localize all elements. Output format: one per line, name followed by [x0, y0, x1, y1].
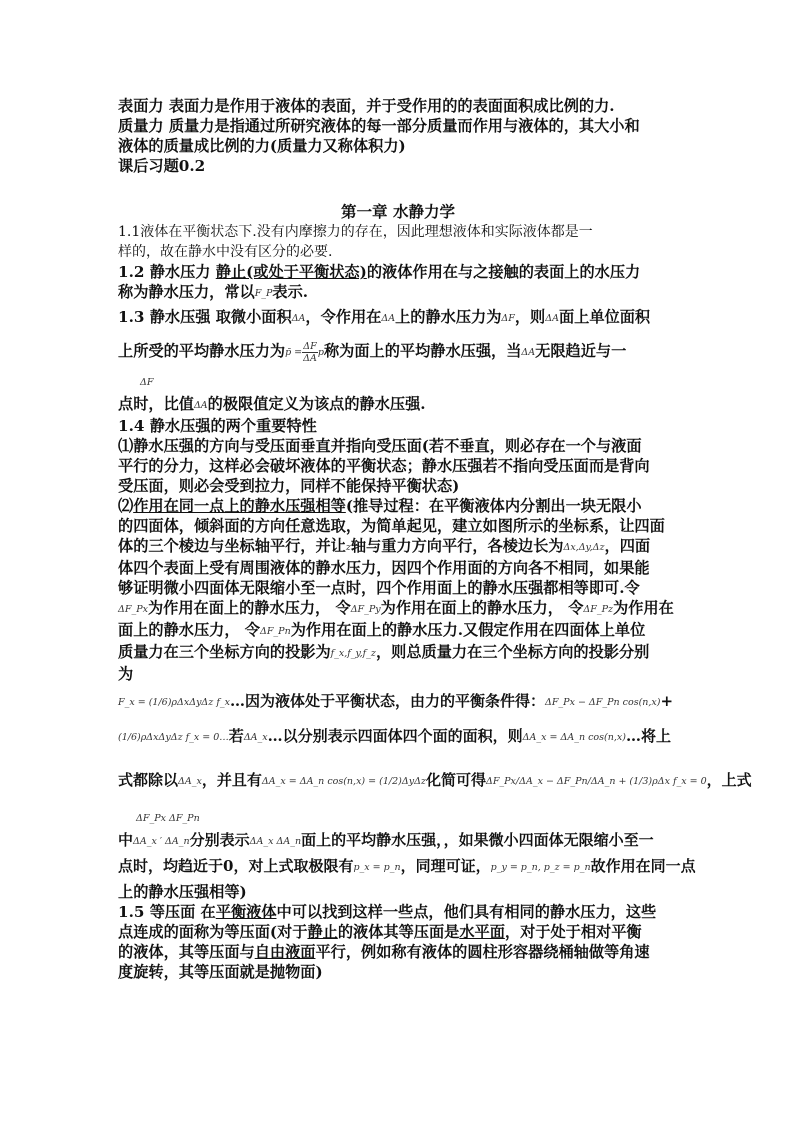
property-2-line-2: 的四面体，倾斜面的方向任意选取，为简单起见，建立如图所示的坐标系，让四面 — [118, 517, 665, 535]
equation-line-1: F_x = (1/6)ρΔxΔyΔz f_x…因为液体处于平衡状态，由力的平衡条件得：ΔF_Px − ΔF_Pn cos(n,x)+ — [118, 692, 674, 710]
property-1-line-2: 平行的分力，这样必会破坏液体的平衡状态；静水压强若不指向受压面而是背向 — [118, 457, 650, 475]
exercise-label: 课后习题0.2 — [118, 157, 206, 175]
section-1-1-line-2: 样的，故在静水中没有区分的必要. — [118, 244, 333, 260]
ratio-numerator: ΔF — [140, 377, 154, 388]
property-2-line-7: 面上的静水压力， 令ΔF_Pn为作用在面上的静水压力.又假定作用在四面体上单位 — [118, 621, 646, 639]
section-1-2-line-1: 1.2 静水压力 静止(或处于平衡状态)的液体作用在与之接触的表面上的水压力 — [118, 263, 641, 281]
property-2-line-6: ΔF_Px为作用在面上的静水压力， 令ΔF_Py为作用在面上的静水压力， 令ΔF_Pz为作用在 — [118, 599, 674, 617]
property-2-line-5: 够证明微小四面体无限缩小至一点时，四个作用面上的静水压强都相等即可.令 — [118, 579, 640, 597]
equation-line-5: 点时，均趋近于0，对上式取极限有p_x = p_n，同理可证，p_y = p_n, p_z = p_n故作用在同一点 — [118, 857, 696, 875]
property-2-line-9: 为 — [118, 665, 134, 683]
section-1-2-line-2: 称为静水压力，常以F_P表示. — [118, 283, 309, 301]
property-2-line-3: 体的三个棱边与坐标轴平行，并让z轴与重力方向平行，各棱边长为Δx,Δy,Δz，四面 — [118, 537, 651, 555]
surface-force-definition: 表面力 表面力是作用于液体的表面，并于受作用的的表面面积成比例的力. — [118, 97, 615, 115]
equation-conclusion: 上的静水压强相等) — [118, 883, 247, 901]
equation-line-4: 中ΔA_x ′ ΔA_n分别表示ΔA_x ΔA_n面上的平均静水压强，，如果微小四面体无限缩小至一 — [118, 831, 654, 849]
section-1-5-line-4: 度旋转，其等压面就是抛物面) — [118, 963, 323, 981]
mean-pressure-fraction: $\frac{\Delta F}{\Delta A}$ — [303, 340, 317, 364]
property-1-line-3: 受压面，则必会受到拉力，同样不能保持平衡状态) — [118, 477, 460, 495]
mass-force-definition-2: 液体的质量成比例的力(质量力又称体积力) — [118, 137, 406, 155]
property-2-line-4: 体四个表面上受有周围液体的静水压力，因四个作用面的方向各不相同，如果能 — [118, 559, 650, 577]
property-2-line-1: ⑵作用在同一点上的静水压强相等(推导过程：在平衡液体内分割出一块无限小 — [118, 497, 642, 515]
chapter-title: 第一章 水静力学 — [341, 202, 455, 221]
equation-line-3: 式都除以ΔA_x，并且有ΔA_x = ΔA_n cos(n,x) = (1/2)ΔyΔz化简可得ΔF_Px/ΔA_x − ΔF_Pn/ΔA_n + (1/3)ρΔx f_x = 0，上式 — [118, 771, 752, 789]
section-1-3-line-3: 点时，比值ΔA的极限值定义为该点的静水压强. — [118, 395, 426, 413]
mass-force-definition-1: 质量力 质量力是指通过所研究液体的每一部分质量而作用与液体的，其大小和 — [118, 117, 640, 135]
equation-line-2: (1/6)ρΔxΔyΔz f_x = 0…若ΔA_x…以分别表示四面体四个面的面积，则ΔA_x = ΔA_n cos(n,x)…将上 — [118, 727, 671, 745]
section-1-5-line-1: 1.5 等压面 在平衡液体中可以找到这样一些点，他们具有相同的静水压力，这些 — [118, 903, 657, 921]
section-1-3-line-1: 1.3 静水压强 取微小面积ΔA，令作用在ΔA上的静水压力为ΔF，则ΔA面上单位面积 — [118, 308, 651, 326]
section-1-1-line-1: 1.1液体在平衡状态下.没有内摩擦力的存在，因此理想液体和实际液体都是一 — [118, 224, 593, 240]
section-1-4-heading: 1.4 静水压强的两个重要特性 — [118, 417, 317, 435]
mean-pressure-numerators: ΔF_Px ΔF_Pn — [136, 813, 200, 824]
property-1-line-1: ⑴静水压强的方向与受压面垂直并指向受压面(若不垂直，则必存在一个与液面 — [118, 437, 642, 455]
section-1-5-line-3: 的液体，其等压面与自由液面平行，例如称有液体的圆柱形容器绕桶轴做等角速 — [118, 943, 650, 961]
property-2-line-8: 质量力在三个坐标方向的投影为f_x,f_y,f_z，则总质量力在三个坐标方向的投影分别 — [118, 643, 650, 661]
section-1-5-line-2: 点连成的面称为等压面(对于静止的液体其等压面是水平面，对于处于相对平衡 — [118, 923, 642, 941]
section-1-3-line-2: 上所受的平均静水压力为p̄ = $\frac{\Delta F}{\Delta A}$ p称为面上的平均静水压强，当ΔA无限趋近与一 — [118, 340, 627, 364]
document-body — [118, 96, 752, 982]
